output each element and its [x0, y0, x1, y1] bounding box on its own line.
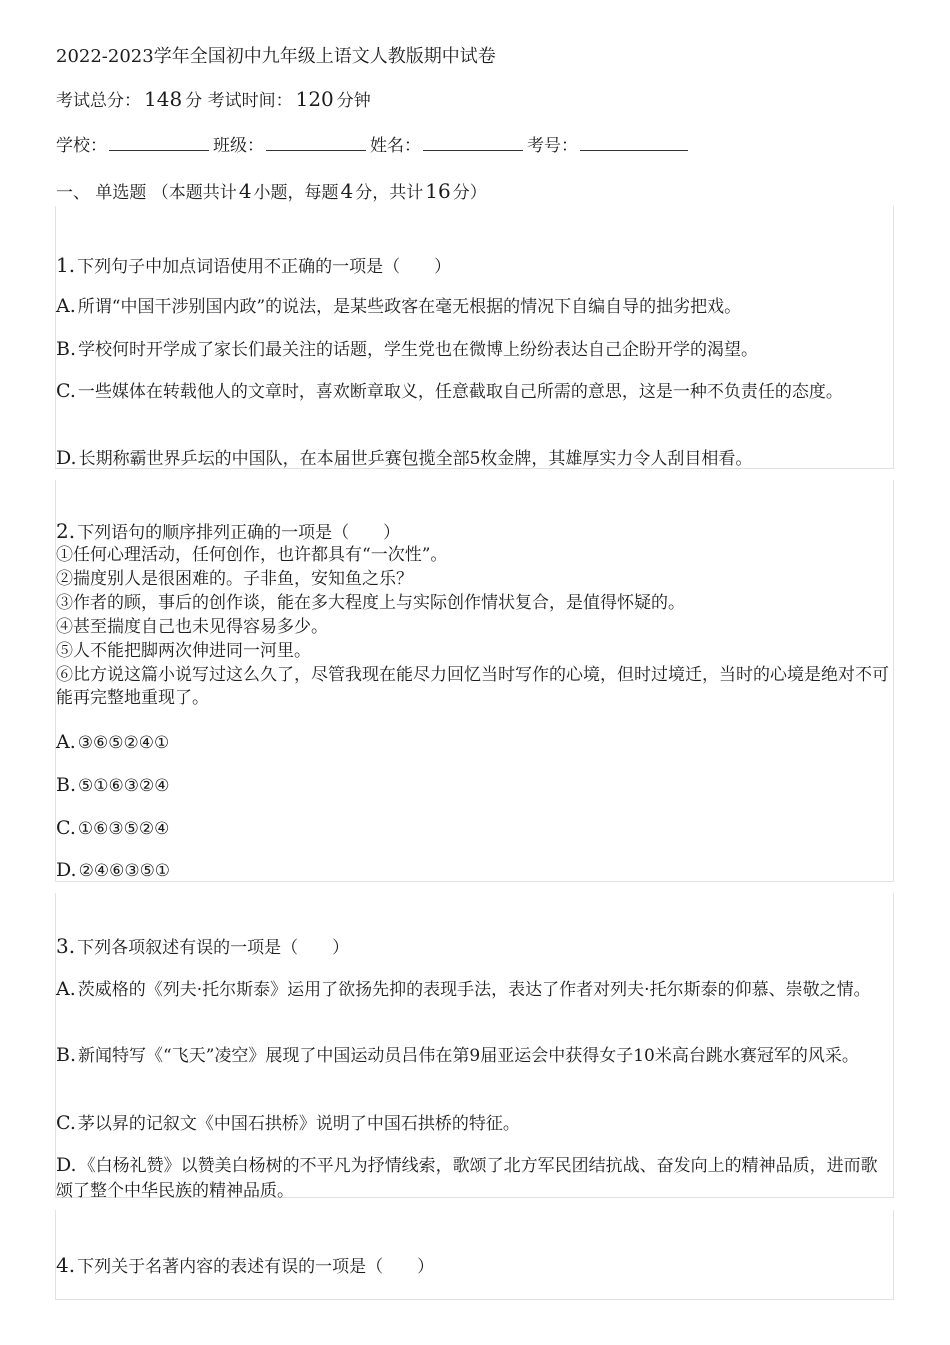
option-text: 一些媒体在转载他人的文章时，喜欢断章取义，任意截取自己所需的意思，这是一种不负责任的态度。	[77, 382, 843, 402]
school-label: 学校：	[56, 136, 107, 156]
section-prefix: 一、 单选题 （本题共计	[56, 183, 237, 203]
option-text: ①⑥③⑤②④	[77, 819, 170, 839]
option-c[interactable]	[56, 1111, 892, 1137]
option-letter: C.	[56, 817, 76, 839]
question-stem	[56, 1252, 434, 1277]
option-letter: D.	[56, 859, 77, 881]
question-3	[55, 893, 894, 1201]
option-letter: B.	[56, 338, 77, 360]
sentence-2: ②揣度别人是很困难的。子非鱼，安知鱼之乐？	[56, 569, 413, 589]
option-a[interactable]	[56, 977, 892, 1003]
section-each: 4	[340, 179, 354, 203]
option-text: ③⑥⑤②④①	[77, 733, 170, 753]
sentence-6: ⑥比方说这篇小说写过这么久了，尽管我现在能尽力回忆当时写作的心境，但时过境迁，当时的心境是绝对不可能再完整地重现了。	[56, 665, 889, 708]
total-score: 148	[144, 87, 183, 111]
exam-no-blank[interactable]	[580, 136, 688, 151]
class-label: 班级：	[213, 136, 264, 156]
section-total: 16	[425, 179, 451, 203]
option-letter: A.	[56, 731, 76, 753]
question-stem	[56, 252, 451, 277]
exam-no-label: 考号：	[527, 136, 578, 156]
option-letter: C.	[56, 380, 76, 402]
question-number: 1.	[56, 253, 76, 277]
option-letter: A.	[56, 978, 76, 1000]
section-suffix: 分）	[452, 183, 487, 203]
section-count: 4	[238, 179, 252, 203]
option-c[interactable]	[56, 379, 892, 405]
question-number: 4.	[56, 1253, 76, 1277]
class-blank[interactable]	[266, 136, 366, 151]
option-text: 《白杨礼赞》以赞美白杨树的不平凡为抒情线索，歌颂了北方军民团结抗战、奋发向上的精神品质，进而歌颂了整个中华民族的精神品质。	[56, 1156, 878, 1201]
option-text: 长期称霸世界乒坛的中国队，在本届世乒赛包揽全部5枚金牌，其雄厚实力令人刮目相看。	[78, 449, 753, 469]
name-label: 姓名：	[370, 136, 421, 156]
sentence-3: ③作者的顾，事后的创作谈，能在多大程度上与实际创作情状复合，是值得怀疑的。	[56, 593, 685, 613]
option-c[interactable]	[56, 816, 892, 842]
exam-meta	[56, 86, 371, 111]
total-label: 考试总分：	[56, 91, 141, 111]
school-blank[interactable]	[109, 136, 209, 151]
question-text: 下列句子中加点词语使用不正确的一项是（ ）	[77, 257, 452, 277]
question-number: 2.	[56, 519, 76, 543]
option-letter: D.	[56, 1154, 77, 1176]
option-letter: B.	[56, 774, 77, 796]
question-2	[55, 480, 894, 882]
option-text: ②④⑥③⑤①	[78, 861, 171, 881]
question-number: 3.	[56, 934, 76, 958]
option-b[interactable]	[56, 337, 892, 363]
question-text: 下列语句的顺序排列正确的一项是（ ）	[77, 523, 401, 543]
option-letter: C.	[56, 1112, 76, 1134]
option-b[interactable]	[56, 773, 892, 799]
question-stem	[56, 518, 400, 543]
student-info-row	[56, 131, 692, 156]
question-1	[55, 206, 894, 469]
sentence-4: ④甚至揣度自己也未见得容易多少。	[56, 617, 328, 637]
exam-time: 120	[295, 87, 334, 111]
option-text: 新闻特写《“飞天”凌空》展现了中国运动员吕伟在第9届亚运会中获得女子10米高台跳水赛冠军的风采。	[78, 1046, 859, 1066]
exam-title: 2022-2023学年全国初中九年级上语文人教版期中试卷	[56, 46, 496, 67]
question-stem	[56, 933, 349, 958]
option-letter: B.	[56, 1044, 77, 1066]
question-text: 下列各项叙述有误的一项是（ ）	[77, 938, 350, 958]
option-a[interactable]	[56, 730, 892, 756]
name-blank[interactable]	[423, 136, 523, 151]
option-text: 所谓“中国干涉别国内政”的说法，是某些政客在毫无根据的情况下自编自导的拙劣把戏。	[77, 297, 742, 317]
time-unit: 分钟	[336, 91, 371, 111]
option-d[interactable]	[56, 858, 892, 884]
total-unit: 分 考试时间：	[185, 91, 293, 111]
option-a[interactable]	[56, 294, 892, 320]
option-letter: D.	[56, 447, 77, 469]
section-mid1: 小题，每题	[253, 183, 339, 203]
question-text: 下列关于名著内容的表述有误的一项是（ ）	[77, 1257, 435, 1277]
option-d[interactable]	[56, 1153, 892, 1204]
option-text: 茨威格的《列夫·托尔斯泰》运用了欲扬先抑的表现手法，表达了作者对列夫·托尔斯泰的仰慕、崇敬之情。	[77, 980, 871, 1000]
option-b[interactable]	[56, 1043, 892, 1069]
section-mid2: 分，共计	[355, 183, 424, 203]
question-4	[55, 1210, 894, 1300]
sentence-1: ①任何心理活动，任何创作，也许都具有“一次性”。	[56, 545, 448, 565]
section-heading	[56, 178, 487, 203]
sentence-5: ⑤人不能把脚两次伸进同一河里。	[56, 641, 311, 661]
option-text: ⑤①⑥③②④	[78, 776, 170, 796]
option-d[interactable]	[56, 446, 892, 472]
option-text: 茅以昇的记叙文《中国石拱桥》说明了中国石拱桥的特征。	[77, 1114, 520, 1134]
option-letter: A.	[56, 295, 76, 317]
option-text: 学校何时开学成了家长们最关注的话题，学生党也在微博上纷纷表达自己企盼开学的渴望。	[78, 340, 759, 360]
